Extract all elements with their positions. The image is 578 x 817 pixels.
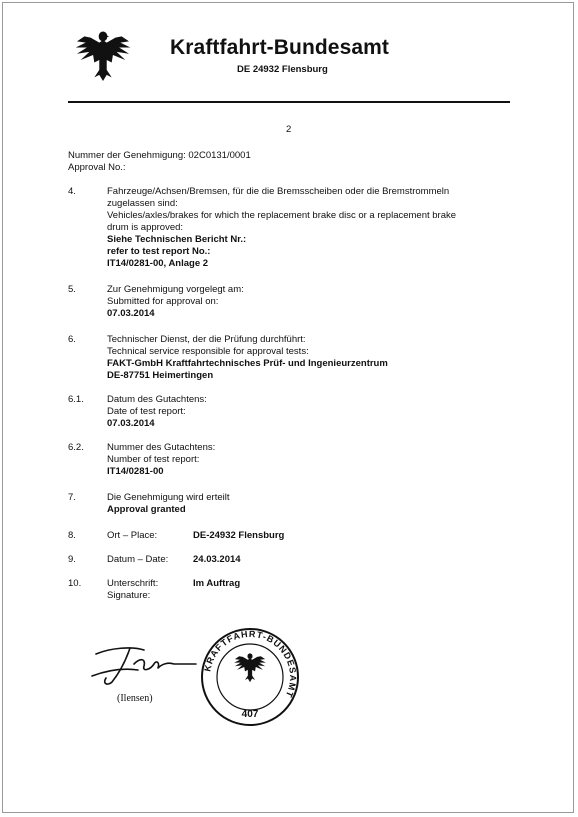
section-4-number: 4. (68, 186, 76, 197)
section-6-1-number: 6.1. (68, 394, 84, 405)
section-9-number: 9. (68, 554, 76, 565)
section-7-number: 7. (68, 492, 76, 503)
section-5-value: 07.03.2014 (107, 308, 155, 319)
section-5-number: 5. (68, 284, 76, 295)
section-4-de-line2: zugelassen sind: (107, 198, 178, 209)
section-6-2-value: IT14/0281-00 (107, 466, 164, 477)
section-10-number: 10. (68, 578, 82, 589)
section-4-value-de: Siehe Technischen Bericht Nr.: (107, 234, 247, 245)
org-title: Kraftfahrt-Bundesamt (170, 36, 390, 59)
section-6-value2: DE-87751 Heimertingen (107, 370, 214, 381)
section-6-de: Technischer Dienst, der die Prüfung durchführt: (107, 334, 306, 345)
section-8-value: DE-24932 Flensburg (193, 530, 285, 541)
approval-number-de: Nummer der Genehmigung: 02C0131/0001 (68, 150, 251, 161)
section-8-number: 8. (68, 530, 76, 541)
section-6-1-de: Datum des Gutachtens: (107, 394, 207, 405)
section-7-en: Approval granted (107, 504, 186, 515)
section-4-en-line1: Vehicles/axles/brakes for which the replacement brake disc or a replacement brake (107, 210, 457, 221)
section-4-en-line2: drum is approved: (107, 222, 184, 233)
handwritten-signature (90, 640, 200, 690)
section-4-value-en: refer to test report No.: (107, 246, 211, 257)
header-divider (68, 101, 510, 103)
approval-number-en: Approval No.: (68, 162, 126, 173)
section-5-de: Zur Genehmigung vorgelegt am: (107, 284, 244, 295)
section-8-label: Ort – Place: (107, 530, 158, 541)
signer-name: (Ilensen) (117, 693, 153, 704)
official-seal-icon (200, 627, 300, 727)
section-6-1-value: 07.03.2014 (107, 418, 155, 429)
section-9-value: 24.03.2014 (193, 554, 241, 565)
section-4-de-line1: Fahrzeuge/Achsen/Bremsen, für die die Bremsscheiben oder die Bremstrommeln (107, 186, 450, 197)
page-number: 2 (286, 124, 292, 135)
org-address: DE 24932 Flensburg (237, 64, 328, 75)
section-6-2-en: Number of test report: (107, 454, 200, 465)
section-10-value: Im Auftrag (193, 578, 241, 589)
section-6-2-de: Nummer des Gutachtens: (107, 442, 216, 453)
section-10-label-en: Signature: (107, 590, 151, 601)
svg-text:KRAFTFAHRT-BUNDESAMT: KRAFTFAHRT-BUNDESAMT (202, 628, 299, 700)
section-10-label-de: Unterschrift: (107, 578, 159, 589)
section-4-value: IT14/0281-00, Anlage 2 (107, 258, 209, 269)
section-6-value1: FAKT-GmbH Kraftfahrtechnisches Prüf- und Ingenieurzentrum (107, 358, 388, 369)
section-7-de: Die Genehmigung wird erteilt (107, 492, 230, 503)
section-6-number: 6. (68, 334, 76, 345)
federal-eagle-icon (72, 24, 134, 86)
section-6-2-number: 6.2. (68, 442, 84, 453)
section-6-en: Technical service responsible for approval tests: (107, 346, 309, 357)
section-9-label: Datum – Date: (107, 554, 169, 565)
section-6-1-en: Date of test report: (107, 406, 186, 417)
section-5-en: Submitted for approval on: (107, 296, 219, 307)
seal-number: 407 (241, 709, 259, 720)
